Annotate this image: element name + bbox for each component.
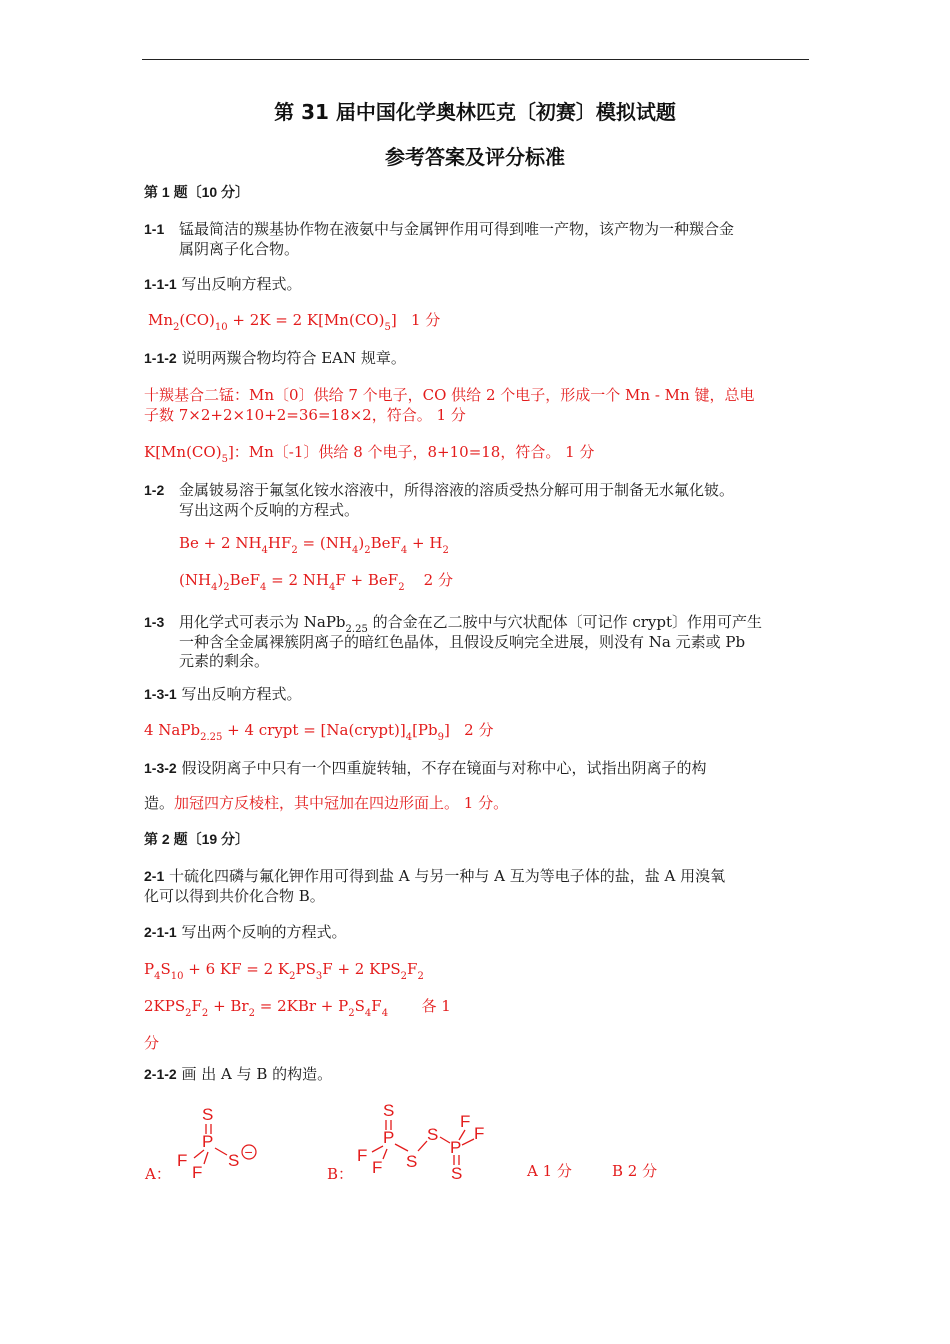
q1-2-line: [144, 480, 735, 500]
score-a: A 1 分: [527, 1162, 572, 1180]
atom-s: S: [451, 1164, 463, 1183]
answer-1-1-1: $Mn_2(CO)_{10} + 2K = 2$ $K[Mn(CO)_5]$ 1 分: [148, 311, 441, 333]
q1-3-number: 1-3: [144, 614, 165, 630]
q1-3-text: 用化学式可表示为 NaPb$_{2.25}$ 的合金在乙二胺中与穴状配体〔可记作 crypt〕作用可产生: [179, 613, 763, 635]
q2-1-1-number: 2-1-1: [144, 924, 177, 940]
q2-1-number: 2-1: [144, 868, 165, 884]
q1-1-line: [144, 219, 735, 239]
score: 各 1: [421, 997, 451, 1015]
structure-a-diagram: [170, 1100, 270, 1190]
page-title: 第 31 届中国化学奥林匹克〔初赛〕模拟试题: [274, 100, 676, 124]
atom-p: P: [450, 1138, 462, 1157]
q1-2-number: 1-2: [144, 482, 165, 498]
charge-minus: −: [244, 1144, 253, 1160]
answer-1-3-2-line: [144, 793, 508, 813]
q1-1-2-line: [144, 348, 406, 368]
atom-p: P: [383, 1128, 395, 1147]
atom-s: S: [228, 1151, 240, 1170]
score: 2 分: [423, 571, 453, 589]
answer-1-1-2-line3: $K[Mn(CO)_5]$：Mn〔-1〕供给 8 个电子，8+10=18，符合。 1 分: [144, 443, 595, 465]
q1-3-2-text-cont: 造。: [144, 794, 175, 812]
q2-1-text: 十硫化四磷与氟化钾作用可得到盐 A 与另一种与 A 互为等电子体的盐，盐 A 用溴氧: [169, 867, 726, 885]
answer-1-3-1: 4 NaPb$_{2.25}$ + 4 crypt = $[Na(crypt)]_4[Pb_9]$ 2 分: [144, 721, 494, 743]
atom-s: S: [427, 1125, 439, 1144]
structure-b-label: B：: [327, 1165, 354, 1183]
bond: [440, 1137, 450, 1143]
answer-2-1-1-score-cont: 分: [144, 1034, 160, 1052]
bond: [395, 1144, 408, 1151]
q1-2-text: 金属铍易溶于氟氢化铵水溶液中，所得溶液的溶质受热分解可用于制备无水氟化铍。: [179, 481, 735, 499]
q1-3-2-line: [144, 758, 706, 778]
bond: [462, 1139, 474, 1145]
atom-s: S: [202, 1105, 214, 1124]
q1-1-1-line: [144, 274, 301, 294]
page-subtitle: 参考答案及评分标准: [385, 145, 565, 169]
answer-2-1-1-eq2: $2KPS_2F_2 + Br_2 = 2KBr + P_2S_4F_4$ 各 1: [144, 997, 451, 1019]
atom-f: F: [192, 1163, 203, 1182]
atom-s: S: [383, 1101, 395, 1120]
atom-f: F: [372, 1158, 383, 1177]
answer-1-2-eq2: $(NH_4)_2BeF_4 = 2$ $NH_4F + BeF_2$ 2 分: [179, 571, 453, 593]
q1-3-1-line: [144, 684, 301, 704]
q2-1-2-number: 2-1-2: [144, 1066, 177, 1082]
q1-1-2-text: 说明两羰合物均符合 EAN 规章。: [181, 349, 406, 367]
score: 1 分: [411, 311, 441, 329]
score: 2 分: [464, 721, 494, 739]
answer-1-2-eq1: Be + 2 $NH_4HF_2 = (NH_4)_2BeF_4 + H_2$: [179, 534, 449, 556]
bond: [204, 1152, 208, 1164]
bond: [372, 1146, 383, 1152]
answer-1-1-2-line2: 子数 7×2+2×10+2=36=18×2，符合。 1 分: [144, 406, 466, 424]
q1-1-2-number: 1-1-2: [144, 350, 177, 366]
q1-3-1-text: 写出反响方程式。: [181, 685, 302, 703]
q1-3-2-text: 假设阴离子中只有一个四重旋转轴，不存在镜面与对称中心，试指出阴离子的构: [181, 759, 707, 777]
q1-2-text-cont: 写出这两个反响的方程式。: [179, 501, 360, 519]
bond: [418, 1141, 427, 1151]
atom-f: F: [177, 1151, 188, 1170]
q2-1-1-line: [144, 922, 346, 942]
q2-1-1-text: 写出两个反响的方程式。: [181, 923, 347, 941]
atom-s: S: [406, 1152, 418, 1171]
q1-1-1-text: 写出反响方程式。: [181, 275, 302, 293]
answer-1-3-2: 加冠四方反棱柱，其中冠加在四边形面上。 1 分。: [174, 794, 509, 812]
bond: [383, 1149, 387, 1159]
q1-1-1-number: 1-1-1: [144, 276, 177, 292]
atom-p: P: [202, 1132, 214, 1151]
q1-1-text-cont: 属阴离子化合物。: [179, 240, 300, 258]
q2-1-2-line: [144, 1064, 332, 1084]
q1-1-number: 1-1: [144, 221, 165, 237]
q2-1-line: [144, 866, 725, 886]
q1-3-1-number: 1-3-1: [144, 686, 177, 702]
atom-f: F: [460, 1112, 471, 1131]
q1-heading: 第 1 题〔10 分〕: [144, 184, 250, 200]
atom-f: F: [357, 1146, 368, 1165]
bond: [194, 1150, 204, 1158]
q2-1-2-text: 画 出 A 与 B 的构造。: [181, 1065, 333, 1083]
q1-3-text-cont2: 元素的剩余。: [179, 652, 270, 670]
answer-1-1-2-line1: 十羰基合二锰：Mn〔0〕供给 7 个电子，CO 供给 2 个电子，形成一个 Mn - Mn 键，总电: [144, 386, 755, 404]
bond: [215, 1148, 227, 1155]
q1-3-text-cont: 一种含全金属裸簇阴离子的暗红色晶体，且假设反响完全进展，则没有 Na 元素或 Pb: [179, 633, 746, 651]
structure-a-label: A：: [145, 1165, 171, 1183]
q1-1-text: 锰最简洁的羰基协作物在液氨中与金属钾作用可得到唯一产物，该产物为一种羰合金: [179, 220, 735, 238]
q2-heading: 第 2 题〔19 分〕: [144, 831, 250, 847]
atom-f: F: [474, 1124, 485, 1143]
q1-3-line: [144, 612, 763, 635]
header-rule: [142, 59, 809, 60]
q2-1-text-cont: 化可以得到共价化合物 B。: [144, 887, 325, 905]
structure-b-diagram: [352, 1097, 502, 1189]
answer-2-1-1-eq1: $P_4S_{10} + 6$ KF = 2 $K_2PS_3F + 2$ $KPS_2F_2$: [144, 960, 424, 982]
q1-3-2-number: 1-3-2: [144, 760, 177, 776]
score-b: B 2 分: [612, 1162, 658, 1180]
